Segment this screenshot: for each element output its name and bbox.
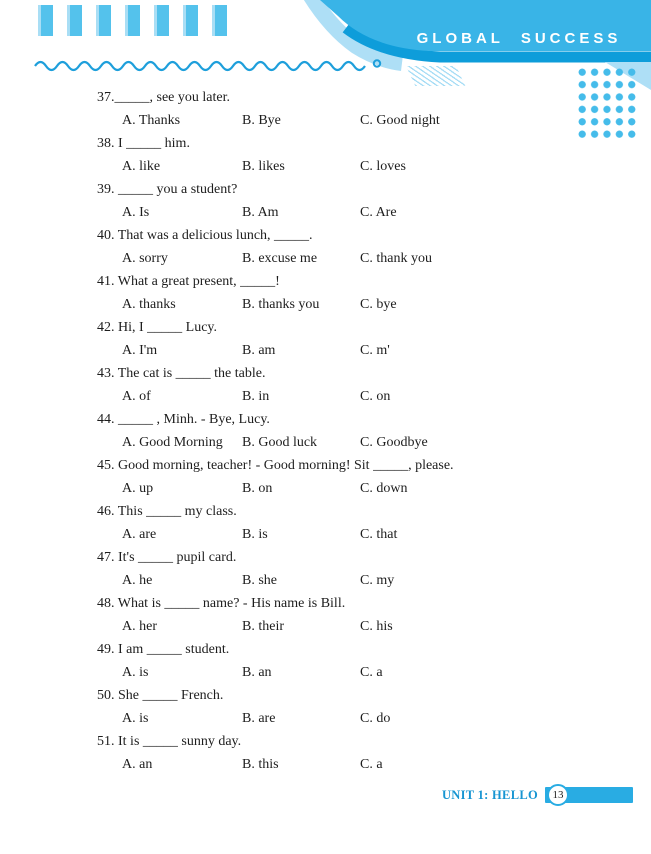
question-row — [97, 224, 617, 270]
stripe-bar — [38, 5, 53, 36]
options-row — [97, 615, 617, 638]
question-row — [97, 132, 617, 178]
option-a: A. Thanks — [122, 113, 181, 128]
option-c: C. Are — [360, 205, 397, 220]
option-c: C. a — [360, 757, 383, 772]
question-row — [97, 684, 617, 730]
question-row — [97, 178, 617, 224]
option-c: C. my — [360, 573, 395, 588]
question-text: 49. I am _____ student. — [97, 642, 230, 657]
question-row — [97, 592, 617, 638]
question-text: 45. Good morning, teacher! - Good morning! Sit _____, please. — [97, 458, 454, 473]
option-a: A. are — [122, 527, 157, 542]
option-a: A. her — [122, 619, 157, 634]
question-row — [97, 86, 617, 132]
question-row — [97, 730, 617, 776]
option-a: A. Good Morning — [122, 435, 223, 450]
options-row — [97, 109, 617, 132]
option-b: B. she — [242, 573, 277, 588]
options-row — [97, 753, 617, 776]
option-a: A. of — [122, 389, 151, 404]
options-row — [97, 477, 617, 500]
option-c: C. bye — [360, 297, 397, 312]
question-text: 42. Hi, I _____ Lucy. — [97, 320, 218, 335]
option-c: C. his — [360, 619, 393, 634]
question-text: 38. I _____ him. — [97, 136, 190, 151]
option-c: C. loves — [360, 159, 406, 174]
option-a: A. Is — [122, 205, 150, 220]
question-text: 47. It's _____ pupil card. — [97, 550, 237, 565]
option-c: C. a — [360, 665, 383, 680]
question-text: 48. What is _____ name? - His name is Bill. — [97, 596, 346, 611]
option-b: B. are — [242, 711, 276, 726]
option-b: B. am — [242, 343, 276, 358]
option-a: A. an — [122, 757, 153, 772]
options-row — [97, 201, 617, 224]
stripe-bar — [183, 5, 198, 36]
question-text: 43. The cat is _____ the table. — [97, 366, 266, 381]
option-c: C. Good night — [360, 113, 440, 128]
option-a: A. thanks — [122, 297, 176, 312]
option-b: B. Good luck — [242, 435, 318, 450]
options-row — [97, 385, 617, 408]
option-a: A. sorry — [122, 251, 168, 266]
question-text: 37._____, see you later. — [97, 90, 230, 105]
option-b: B. thanks you — [242, 297, 320, 312]
question-text: 46. This _____ my class. — [97, 504, 237, 519]
question-text: 41. What a great present, _____! — [97, 274, 280, 289]
option-b: B. in — [242, 389, 270, 404]
option-b: B. Am — [242, 205, 279, 220]
option-b: B. Bye — [242, 113, 281, 128]
header-stripes-decoration — [38, 5, 227, 36]
options-row — [97, 339, 617, 362]
question-row — [97, 270, 617, 316]
option-c: C. m' — [360, 343, 390, 358]
question-row — [97, 546, 617, 592]
page-number-badge: 13 — [547, 784, 569, 806]
option-c: C. down — [360, 481, 408, 496]
options-row — [97, 293, 617, 316]
option-b: B. is — [242, 527, 268, 542]
options-row — [97, 523, 617, 546]
question-row — [97, 362, 617, 408]
stripe-bar — [154, 5, 169, 36]
options-row — [97, 569, 617, 592]
option-b: B. excuse me — [242, 251, 318, 266]
stripe-bar — [125, 5, 140, 36]
options-row — [97, 707, 617, 730]
question-text: 44. _____ , Minh. - Bye, Lucy. — [97, 412, 270, 427]
question-text: 51. It is _____ sunny day. — [97, 734, 242, 749]
option-c: C. that — [360, 527, 398, 542]
question-row — [97, 454, 617, 500]
option-c: C. thank you — [360, 251, 432, 266]
wave-divider-decoration — [0, 54, 400, 78]
question-row — [97, 408, 617, 454]
question-text: 50. She _____ French. — [97, 688, 224, 703]
question-row — [97, 500, 617, 546]
option-a: A. I'm — [122, 343, 158, 358]
options-row — [97, 661, 617, 684]
option-c: C. on — [360, 389, 391, 404]
question-row — [97, 316, 617, 362]
question-text: 40. That was a delicious lunch, _____. — [97, 228, 313, 243]
stripe-bar — [96, 5, 111, 36]
option-c: C. Goodbye — [360, 435, 428, 450]
unit-label: UNIT 1: HELLO — [441, 788, 538, 802]
stripe-bar — [212, 5, 227, 36]
question-list — [97, 86, 617, 776]
options-row — [97, 431, 617, 454]
options-row — [97, 155, 617, 178]
option-a: A. is — [122, 665, 149, 680]
option-b: B. an — [242, 665, 272, 680]
option-b: B. this — [242, 757, 279, 772]
diagonal-hatch-decoration — [406, 66, 465, 86]
option-b: B. on — [242, 481, 273, 496]
brand-title: GLOBAL SUCCESS — [416, 30, 622, 47]
option-a: A. he — [122, 573, 153, 588]
question-row — [97, 638, 617, 684]
option-a: A. up — [122, 481, 154, 496]
options-row — [97, 247, 617, 270]
option-c: C. do — [360, 711, 391, 726]
option-b: B. likes — [242, 159, 285, 174]
stripe-bar — [67, 5, 82, 36]
option-a: A. is — [122, 711, 149, 726]
question-text: 39. _____ you a student? — [97, 182, 238, 197]
option-a: A. like — [122, 159, 161, 174]
option-b: B. their — [242, 619, 284, 634]
